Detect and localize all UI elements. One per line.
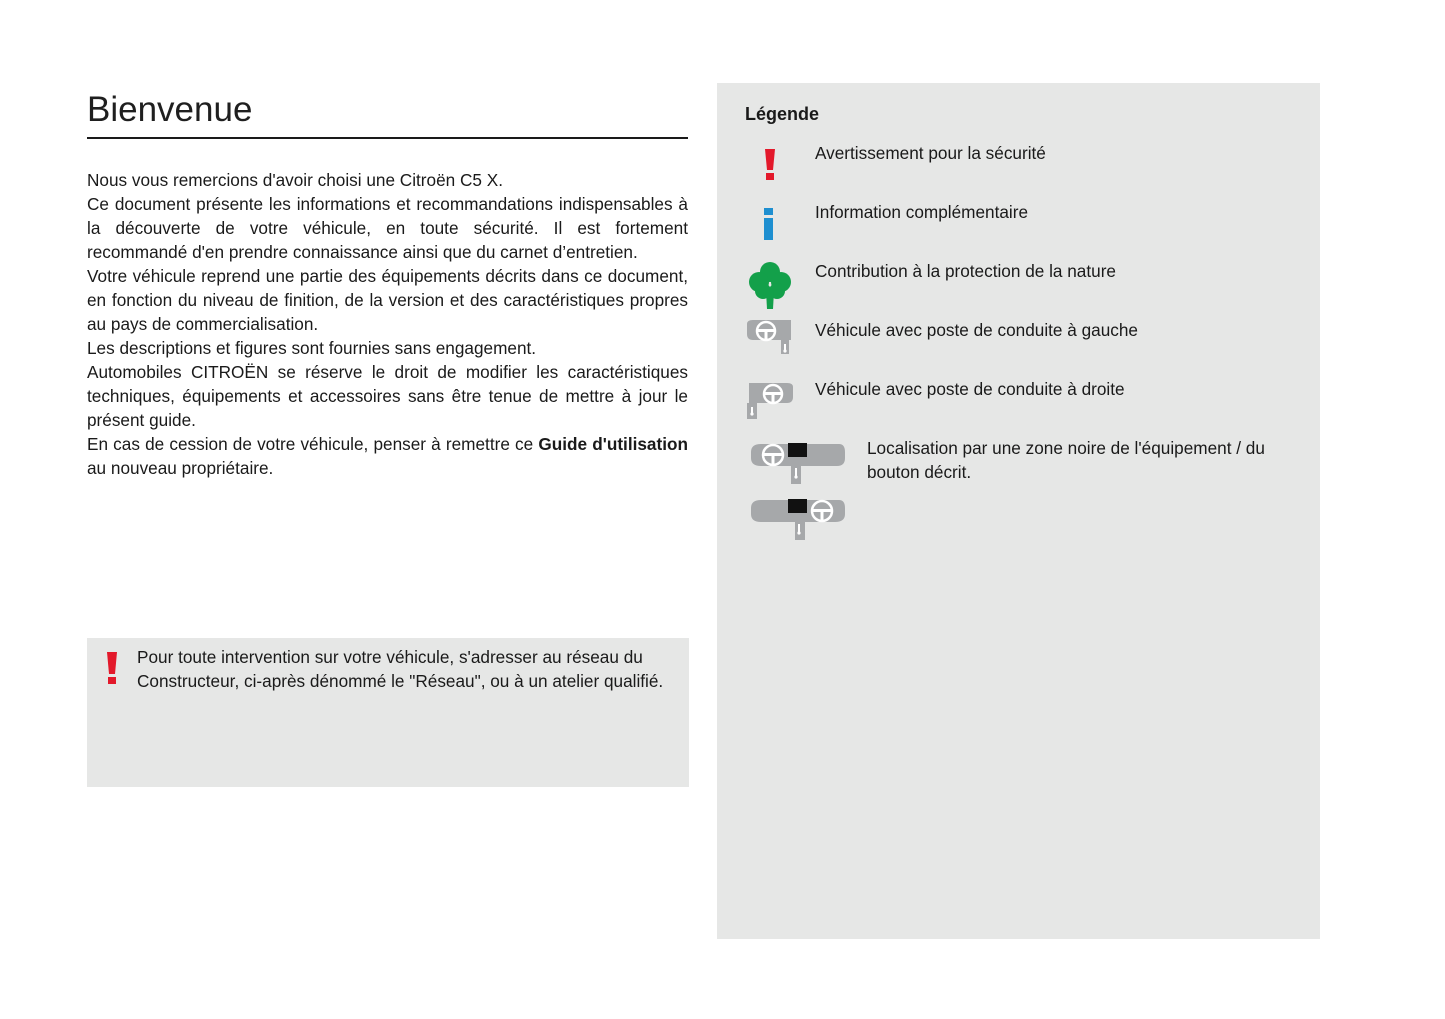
paragraph: Nous vous remercions d'avoir choisi une Citroën C5 X. [87,170,503,190]
paragraph: Ce document présente les informations et recommandations indispensables à la découverte de votre véhicule, en toute sécurité. Il est fortement recommandé d'en prendre connaissance ainsi que du carnet d’entretien. [87,194,688,262]
legend-panel [717,83,1320,939]
paragraph-handover [87,432,688,480]
exclamation-icon [763,149,777,186]
legend-label: Véhicule avec poste de conduite à gauche [815,320,1138,340]
legend-label: Localisation par une zone noire de l'équipement / du bouton décrit. [867,438,1265,482]
left-hand-drive-icon [745,318,795,363]
handover-text-end: au nouveau propriétaire. [87,458,274,478]
guide-name: Guide d'utilisation [538,434,688,454]
warning-text: Pour toute intervention sur votre véhicule, s'adresser au réseau du Constructeur, ci-après dénommé le "Réseau", ou à un atelier qualifié. [137,647,664,691]
legend-label: Avertissement pour la sécurité [815,143,1046,163]
info-icon [763,208,775,245]
welcome-text [87,168,688,480]
title-divider [87,137,688,139]
dashboard-location-icon [749,440,847,545]
paragraph: Votre véhicule reprend une partie des équipements décrits dans ce document, en fonction du niveau de finition, de la version et des caractéristiques propres au pays de commercialisation. [87,266,688,334]
legend-label: Information complémentaire [815,202,1029,222]
exclamation-icon [105,652,119,691]
legend-label: Contribution à la protection de la nature [815,261,1116,281]
handover-text-start: En cas de cession de votre véhicule, penser à remettre ce [87,434,539,454]
tree-icon [749,261,791,314]
paragraph: Les descriptions et figures sont fournies sans engagement. [87,338,537,358]
right-hand-drive-icon [745,381,795,426]
warning-box [87,638,689,787]
paragraph: Automobiles CITROËN se réserve le droit de modifier les caractéristiques techniques, équipements et accessoires sans être tenue de mettre à jour le présent guide. [87,362,688,430]
page-title: Bienvenue [87,90,253,129]
legend-title: Légende [745,104,820,124]
legend-label: Véhicule avec poste de conduite à droite [815,379,1125,399]
